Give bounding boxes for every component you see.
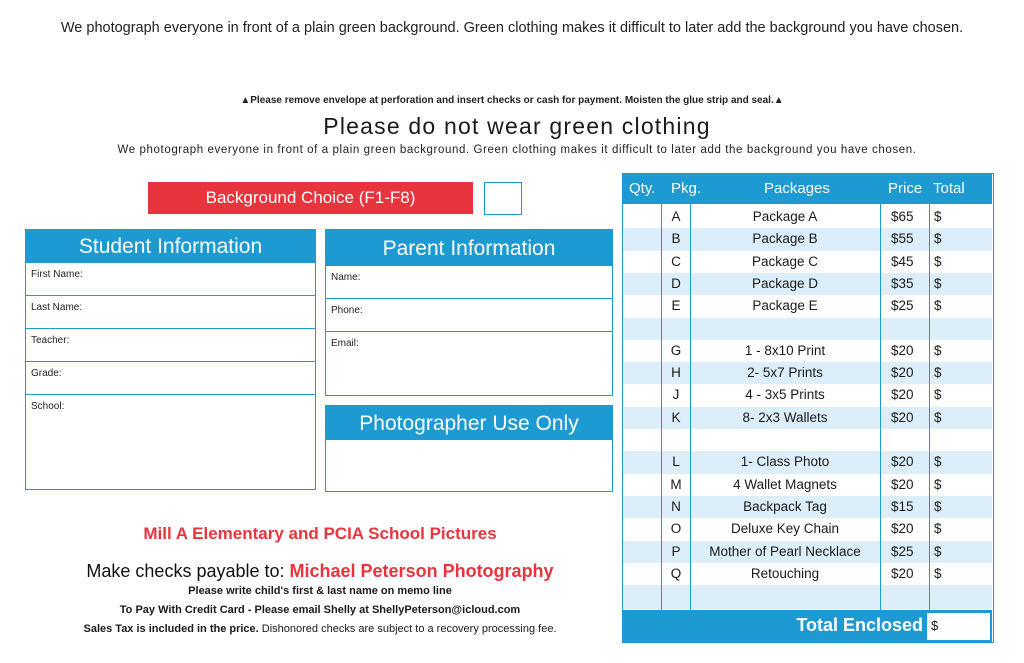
pkg-name: Package D: [751, 275, 819, 291]
pkg-price: $65: [891, 209, 914, 224]
parent-name-field[interactable]: Name:: [326, 265, 612, 298]
pkg-name: 4 Wallet Magnets: [733, 476, 837, 492]
tax-note-rest: Dishonored checks are subject to a recovery processing fee.: [258, 623, 557, 635]
pkg-total: $: [934, 498, 942, 514]
envelope-note: ▲Please remove envelope at perforation and insert checks or cash for payment. Moisten the glue strip and seal.▲: [240, 95, 784, 106]
phone-field[interactable]: Phone:: [326, 298, 612, 331]
column-divider: [661, 204, 662, 610]
pkg-name: 4 - 3x5 Prints: [745, 387, 825, 403]
student-info-title: Student Information: [26, 230, 315, 262]
student-info-panel: [25, 229, 316, 490]
total-enclosed-label: Total Enclosed: [796, 615, 923, 635]
page-title: Please do not wear green clothing: [323, 113, 711, 139]
pkg-header: Pkg.: [671, 180, 702, 197]
total-enclosed-bar: [623, 610, 992, 642]
package-row-blank: [623, 429, 992, 451]
pkg-letter: M: [670, 476, 682, 492]
top-note: We photograph everyone in front of a plain green background. Green clothing makes it difficult to later add the background you have chosen.: [60, 20, 964, 36]
packages-header: [623, 174, 992, 204]
package-row[interactable]: [623, 206, 992, 228]
package-row[interactable]: [623, 407, 992, 429]
tax-note-bold: Sales Tax is included in the price.: [83, 623, 259, 635]
pkg-price: $20: [891, 365, 914, 381]
package-row[interactable]: [623, 273, 992, 295]
package-row[interactable]: [623, 340, 992, 362]
photographer-panel: [325, 405, 613, 492]
package-row[interactable]: [623, 228, 992, 250]
background-choice-label: Background Choice (F1-F8): [148, 182, 473, 214]
pkg-letter: H: [671, 365, 681, 381]
photographer-area[interactable]: [326, 439, 612, 491]
pkg-total: $: [934, 409, 942, 425]
pkg-name: Backpack Tag: [743, 498, 827, 514]
pkg-letter: N: [671, 498, 681, 514]
total-enclosed-input[interactable]: $: [927, 613, 990, 640]
pkg-price: $20: [891, 409, 914, 425]
pkg-letter: J: [672, 387, 680, 403]
pkg-letter: P: [671, 543, 681, 559]
school-name: Mill A Elementary and PCIA School Pictures: [143, 524, 497, 543]
pkg-name: 8- 2x3 Wallets: [742, 409, 828, 425]
payable-line: [25, 561, 615, 582]
pkg-price: $20: [891, 521, 914, 537]
parent-info-title: Parent Information: [326, 230, 612, 265]
package-row[interactable]: [623, 518, 992, 540]
package-row[interactable]: [623, 362, 992, 384]
pkg-name: 2- 5x7 Prints: [747, 365, 823, 381]
first-name-field[interactable]: First Name:: [26, 262, 315, 295]
pkg-price: $25: [891, 298, 914, 314]
package-row[interactable]: [623, 496, 992, 518]
pkg-name: Package C: [751, 253, 819, 269]
parent-info-panel: [325, 229, 613, 396]
photographer-title: Photographer Use Only: [326, 406, 612, 439]
last-name-field[interactable]: Last Name:: [26, 295, 315, 328]
package-row[interactable]: [623, 295, 992, 317]
payable-prefix: Make checks payable to:: [86, 561, 290, 581]
pkg-total: $: [934, 565, 942, 581]
pkg-name: 1 - 8x10 Print: [744, 342, 826, 358]
pkg-price: $55: [891, 231, 914, 247]
pkg-letter: A: [671, 209, 681, 224]
pkg-price: $20: [891, 342, 914, 358]
pkg-total: $: [934, 543, 942, 559]
package-row[interactable]: [623, 541, 992, 563]
pkg-letter: O: [670, 521, 682, 537]
package-row-blank: [623, 585, 992, 609]
packages-header-label: Packages: [764, 180, 830, 197]
pkg-name: Package A: [752, 209, 818, 224]
pkg-price: $45: [891, 253, 914, 269]
pkg-letter: L: [672, 454, 680, 470]
pkg-price: $20: [891, 565, 914, 581]
total-header: Total: [933, 180, 965, 197]
memo-note: Please write child's first & last name on memo line: [188, 585, 452, 597]
package-row[interactable]: [623, 563, 992, 585]
pkg-name: Package B: [752, 231, 818, 247]
pkg-price: $35: [891, 275, 914, 291]
package-row[interactable]: [623, 384, 992, 406]
pkg-price: $20: [891, 476, 914, 492]
price-header: Price: [888, 180, 923, 197]
qty-header: Qty.: [629, 180, 656, 197]
pkg-letter: B: [671, 231, 681, 247]
pkg-letter: E: [671, 298, 681, 314]
pkg-price: $20: [891, 387, 914, 403]
pkg-name: Deluxe Key Chain: [730, 521, 840, 537]
pkg-total: $: [934, 209, 942, 224]
pkg-total: $: [934, 342, 942, 358]
pkg-name: 1- Class Photo: [740, 454, 830, 470]
column-divider: [929, 204, 930, 610]
pkg-total: $: [934, 298, 942, 314]
subtitle: We photograph everyone in front of a plain green background. Green clothing makes it difficult to later add the background you have chosen.: [117, 144, 917, 156]
pkg-total: $: [934, 365, 942, 381]
pkg-letter: C: [671, 253, 681, 269]
pkg-total: $: [934, 476, 942, 492]
column-divider: [690, 204, 691, 610]
background-choice-input[interactable]: [484, 182, 522, 215]
packages-table: [622, 173, 994, 643]
pkg-price: $15: [891, 498, 914, 514]
pkg-letter: D: [671, 275, 681, 291]
grade-field[interactable]: Grade:: [26, 361, 315, 394]
pkg-total: $: [934, 231, 942, 247]
pkg-letter: K: [671, 409, 681, 425]
payable-name: Michael Peterson Photography: [289, 561, 554, 581]
pkg-letter: Q: [670, 565, 682, 581]
email-field[interactable]: Email:: [326, 331, 612, 394]
school-field[interactable]: School:: [26, 394, 315, 488]
pkg-name: Retouching: [750, 565, 820, 581]
pkg-price: $20: [891, 454, 914, 470]
pkg-price: $25: [891, 543, 914, 559]
column-divider: [880, 204, 881, 610]
pkg-total: $: [934, 275, 942, 291]
pkg-total: $: [934, 454, 942, 470]
pkg-name: Mother of Pearl Necklace: [709, 543, 861, 559]
pkg-letter: G: [670, 342, 682, 358]
credit-card-note: To Pay With Credit Card - Please email Shelly at ShellyPeterson@icloud.com: [119, 604, 521, 616]
package-row[interactable]: [623, 251, 992, 273]
teacher-field[interactable]: Teacher:: [26, 328, 315, 361]
pkg-total: $: [934, 387, 942, 403]
pkg-total: $: [934, 253, 942, 269]
package-row[interactable]: [623, 451, 992, 473]
pkg-total: $: [934, 521, 942, 537]
pkg-name: Package E: [752, 298, 818, 314]
tax-note: [25, 623, 615, 635]
package-row[interactable]: [623, 474, 992, 496]
package-row-blank: [623, 318, 992, 340]
